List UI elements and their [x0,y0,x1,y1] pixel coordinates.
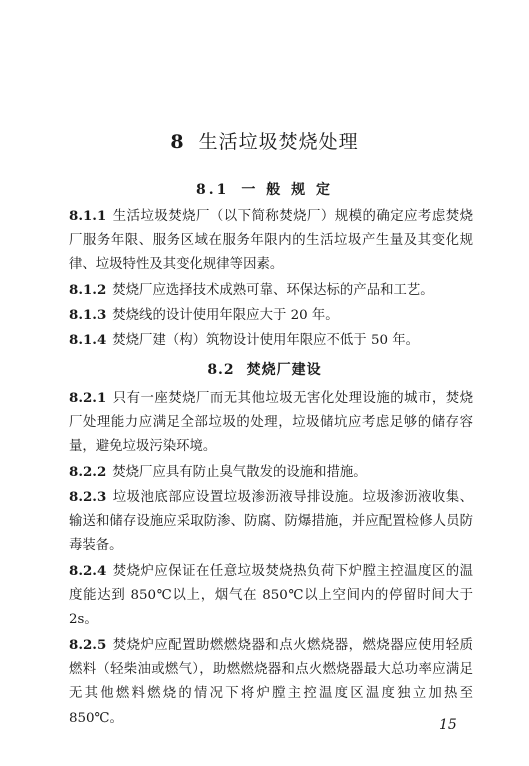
chapter-title-text: 生活垃圾焚烧处理 [198,131,359,153]
clause-8-2-1 [69,386,473,460]
clause-text: 焚烧线的设计使用年限应大于 20 年。 [112,308,339,323]
clause-number: 8.1.3 [69,307,107,323]
page-number: 15 [439,717,457,733]
clause-number: 8.1.4 [69,332,107,348]
clause-number: 8.1.1 [69,208,107,224]
chapter-title [0,130,529,154]
clause-text: 焚烧炉应配置助燃燃烧器和点火燃烧器，燃烧器应使用轻质燃料（轻柴油或燃气），助燃燃烧器和点火燃烧器最大总功率应满足无其他燃料燃烧的情况下将炉膛主控温度区温度独立加热至 850℃。 [69,638,473,726]
clause-8-1-4 [69,328,473,353]
clause-number: 8.2.3 [69,489,107,505]
clause-number: 8.2.5 [69,637,107,653]
clause-text: 焚烧厂建（构）筑物设计使用年限应不低于 50 年。 [112,333,420,348]
clause-number: 8.2.1 [69,390,107,406]
section-title-text: 一 般 规 定 [241,182,333,198]
section-number: 8.2 [207,362,235,378]
clause-text: 焚烧炉应保证在任意垃圾焚烧热负荷下炉膛主控温度区的温度能达到 850℃以上，烟气在 850℃以上空间内的停留时间大于 2s。 [69,564,473,628]
clause-text: 焚烧厂应具有防止臭气散发的设施和措施。 [112,465,367,480]
section-title-8-1 [0,181,529,199]
clause-8-1-3 [69,303,473,328]
section-title-8-2 [0,361,529,379]
clause-8-2-3 [69,485,473,559]
clause-8-1-2 [69,278,473,303]
clause-text: 焚烧厂应选择技术成熟可靠、环保达标的产品和工艺。 [112,283,434,298]
clause-text: 生活垃圾焚烧厂（以下简称焚烧厂）规模的确定应考虑焚烧厂服务年限、服务区域在服务年限内的生活垃圾产生量及其变化规律、垃圾特性及其变化规律等因素。 [69,209,473,273]
chapter-number: 8 [170,131,185,153]
clause-8-2-5 [69,633,473,731]
section-number: 8.1 [196,182,230,198]
clause-number: 8.1.2 [69,282,107,298]
clause-8-2-4 [69,559,473,633]
clause-number: 8.2.2 [69,464,107,480]
clause-text: 垃圾池底部应设置垃圾渗沥液导排设施。垃圾渗沥液收集、输送和储存设施应采取防渗、防腐、防爆措施，并应配置检修人员防毒装备。 [69,490,473,554]
clause-8-2-2 [69,460,473,485]
section-title-text: 焚烧厂建设 [246,362,322,378]
clause-number: 8.2.4 [69,563,107,579]
clause-text: 只有一座焚烧厂而无其他垃圾无害化处理设施的城市，焚烧厂处理能力应满足全部垃圾的处理，垃圾储坑应考虑足够的储存容量，避免垃圾污染环境。 [69,391,473,455]
clause-8-1-1 [69,204,473,278]
